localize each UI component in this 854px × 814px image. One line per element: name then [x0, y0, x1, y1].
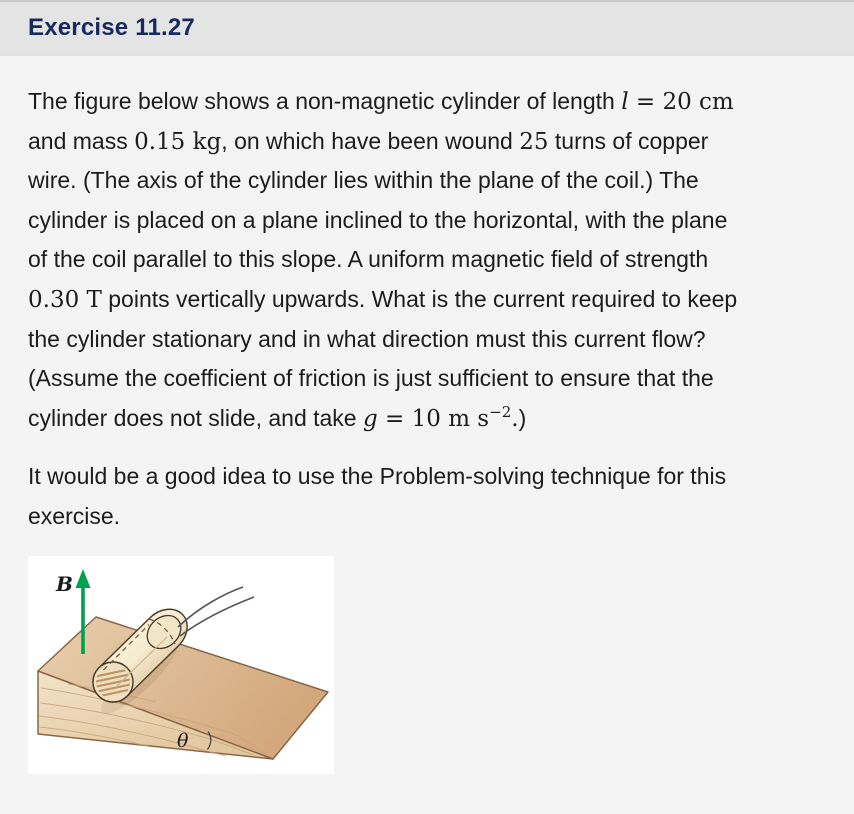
text-segment: l [621, 89, 629, 115]
text-segment: 0.15 kg [134, 128, 222, 155]
text-segment: the cylinder stationary and in what direction must this current flow? [28, 325, 706, 352]
text-line [28, 399, 826, 439]
text-line [28, 122, 826, 162]
text-segment: and mass [28, 127, 135, 154]
text-line [28, 240, 826, 280]
text-segment: g [362, 405, 378, 432]
b-field-label: B [56, 571, 73, 596]
text-segment: (Assume the coefficient of friction is just sufficient to ensure that the [28, 365, 714, 392]
angle-label: θ [177, 729, 189, 752]
text-segment: 0.30 T [28, 286, 102, 313]
text-segment: of the coil parallel to this slope. A uniform magnetic field of strength [28, 246, 709, 273]
problem-statement [28, 82, 826, 438]
text-segment: cylinder does not slide, and take [28, 404, 363, 431]
text-line [28, 201, 826, 241]
text-segment: . [511, 405, 519, 432]
text-segment: = 10 m s [377, 405, 490, 432]
text-line [28, 320, 826, 360]
hint-text [28, 457, 826, 536]
text-segment: cylinder is placed on a plane inclined to the horizontal, with the plane [28, 206, 728, 233]
text-line [28, 280, 826, 320]
text-segment: points vertically upwards. What is the current required to keep [101, 285, 738, 312]
inclined-plane-diagram [28, 556, 334, 774]
text-segment: = 20 cm [628, 89, 734, 115]
text-segment: −2 [489, 402, 512, 421]
text-segment: 25 [519, 128, 549, 155]
text-line [28, 161, 826, 201]
figure-inclined-plane [28, 556, 334, 774]
text-segment: turns of copper [548, 127, 709, 154]
text-line [28, 497, 826, 537]
text-segment: It would be a good idea to use the Problem-solving technique for this [28, 463, 727, 490]
text-segment: wire. (The axis of the cylinder lies within the plane of the coil.) The [28, 167, 699, 194]
coil-lead-wires [178, 587, 254, 636]
text-segment: , on which have been wound [221, 127, 520, 154]
text-line [28, 82, 826, 122]
text-line [28, 457, 826, 497]
text-segment: ) [518, 404, 527, 431]
exercise-header [0, 0, 854, 56]
exercise-title: Exercise 11.27 [28, 14, 195, 41]
text-segment: The figure below shows a non-magnetic cylinder of length [28, 88, 622, 114]
exercise-body [0, 56, 854, 774]
text-segment: exercise. [28, 502, 121, 529]
text-line [28, 359, 826, 399]
